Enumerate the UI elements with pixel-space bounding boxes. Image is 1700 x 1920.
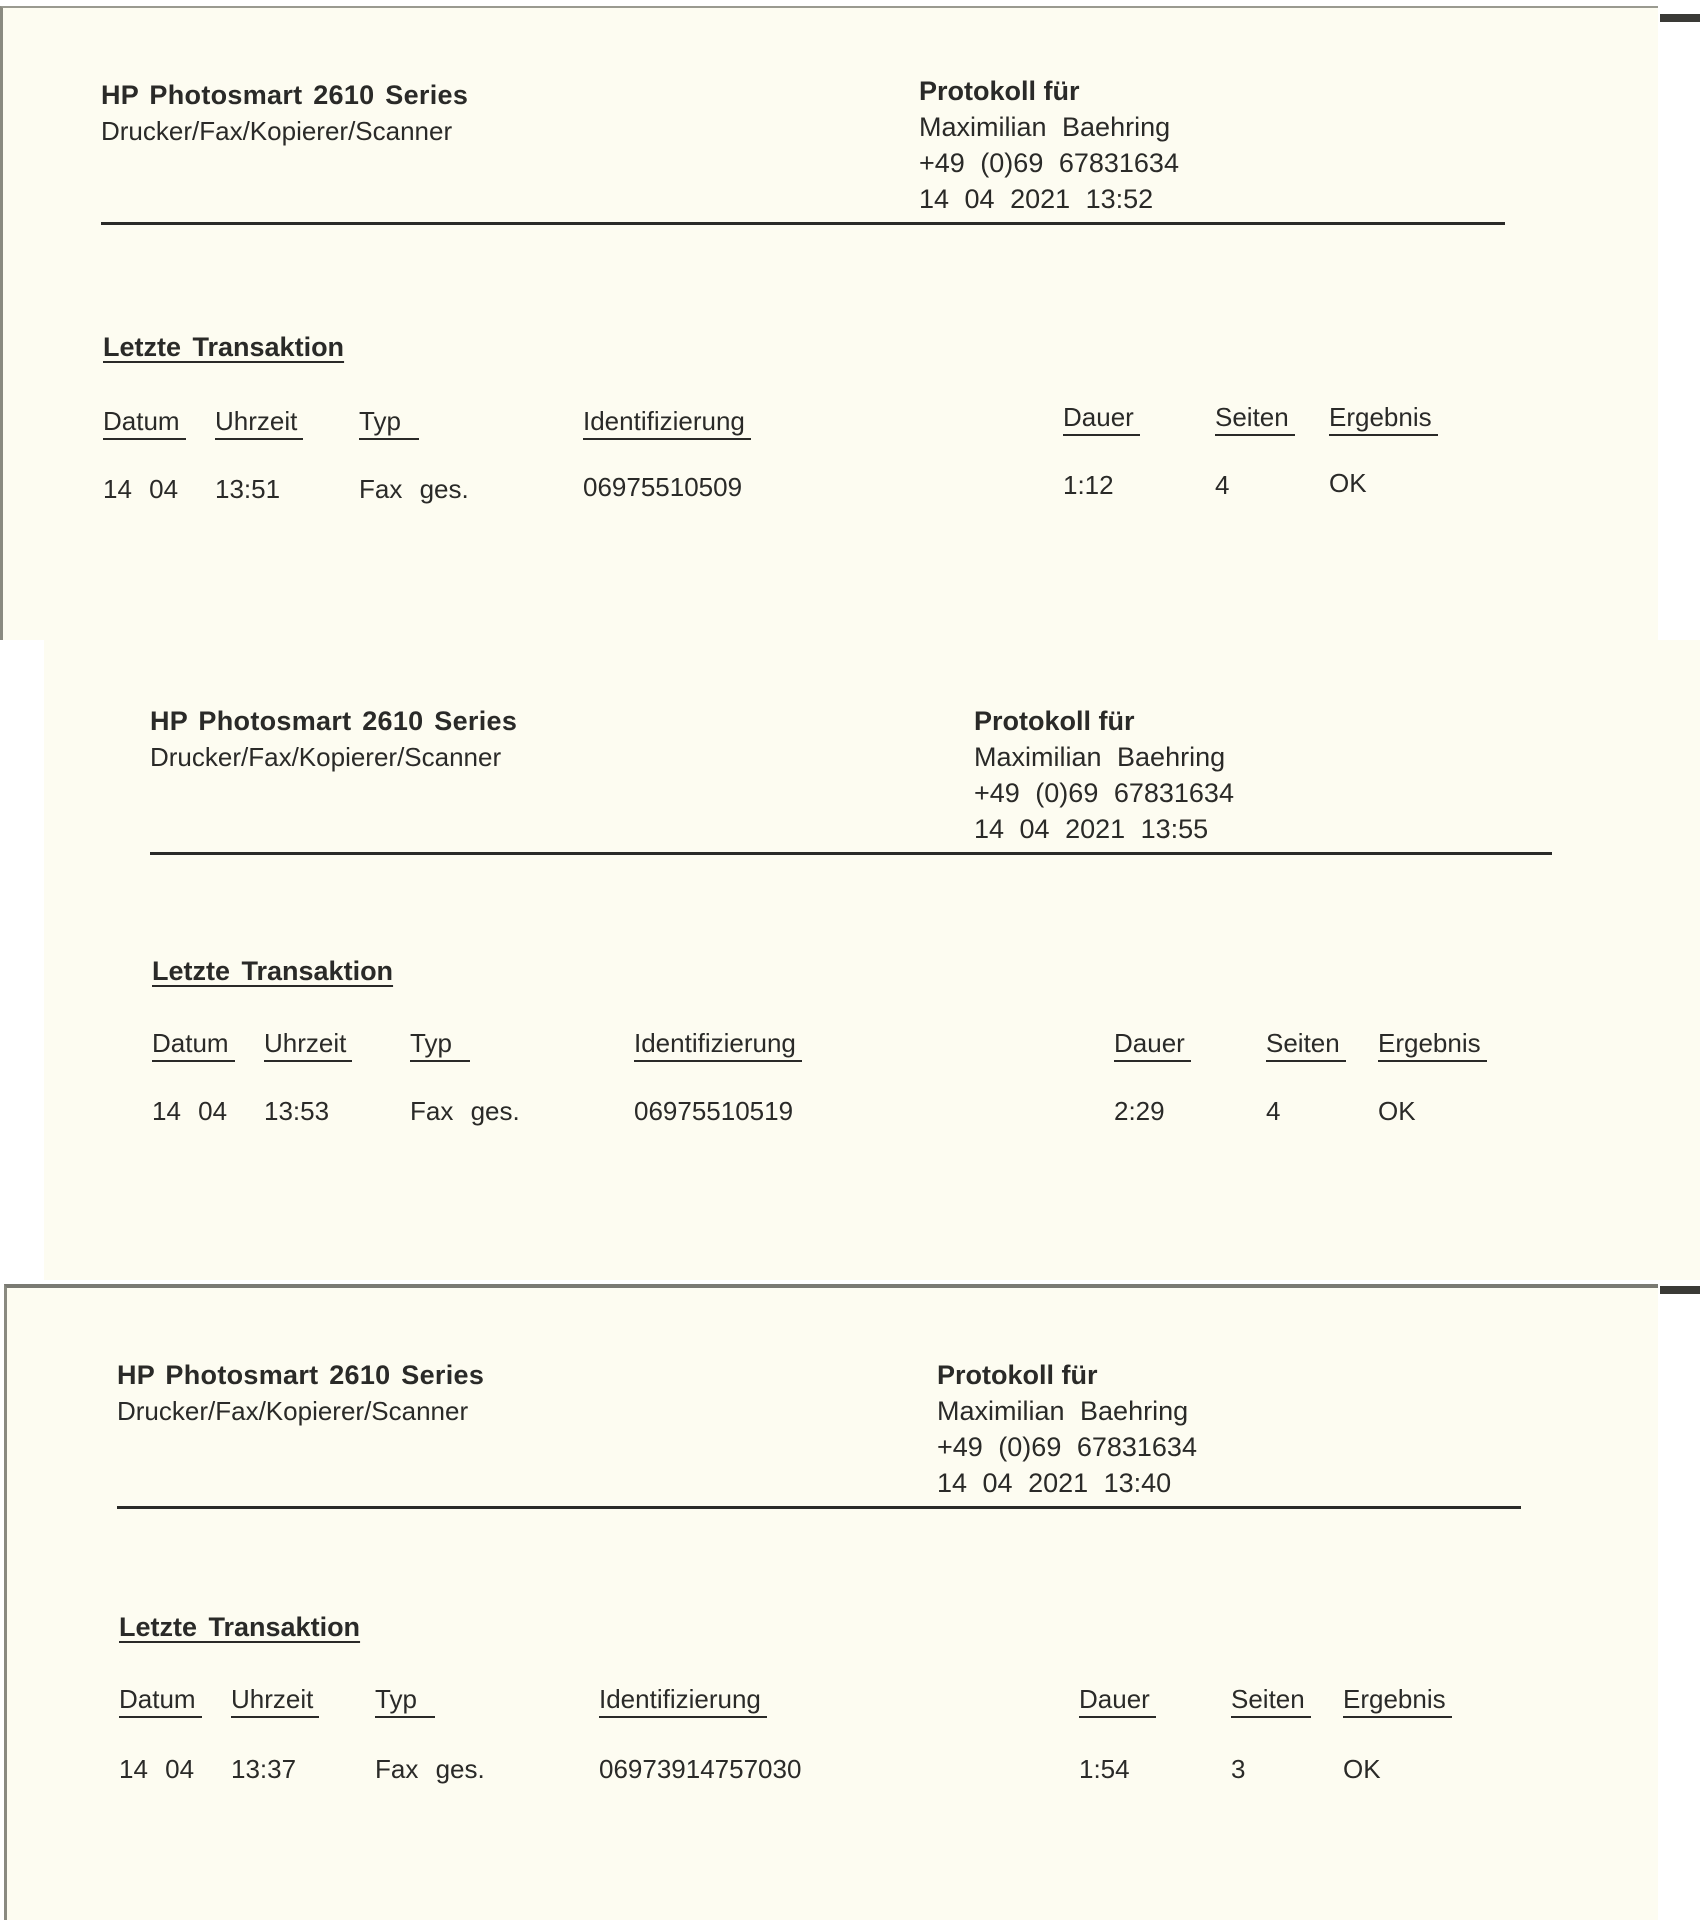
cell-ergebnis: OK — [1378, 1096, 1416, 1126]
column-header-datum: Datum — [152, 1028, 235, 1062]
column-header-datum: Datum — [119, 1684, 202, 1718]
cell-seiten: 3 — [1231, 1754, 1246, 1784]
protocol-name: Maximilian Baehring — [937, 1396, 1189, 1426]
scan-edge-mark — [1660, 14, 1700, 22]
device-description: Drucker/Fax/Kopierer/Scanner — [101, 116, 453, 146]
protocol-phone: +49 (0)69 67831634 — [919, 148, 1179, 178]
cell-ergebnis: OK — [1343, 1754, 1381, 1784]
cell-identifizierung: 06973914757030 — [599, 1754, 802, 1784]
cell-datum: 14 04 — [152, 1096, 228, 1126]
column-header-identifizierung: Identifizierung — [583, 406, 751, 440]
cell-ergebnis: OK — [1329, 468, 1367, 498]
cell-uhrzeit: 13:37 — [231, 1754, 297, 1784]
column-header-seiten: Seiten — [1231, 1684, 1311, 1718]
protocol-datetime: 14 04 2021 13:52 — [919, 184, 1154, 214]
column-header-uhrzeit: Uhrzeit — [264, 1028, 352, 1062]
header-rule — [117, 1506, 1521, 1509]
column-header-ergebnis: Ergebnis — [1378, 1028, 1487, 1062]
protocol-datetime: 14 04 2021 13:40 — [937, 1468, 1172, 1498]
column-header-identifizierung: Identifizierung — [634, 1028, 802, 1062]
protocol-phone: +49 (0)69 67831634 — [974, 778, 1234, 808]
cell-typ: Fax ges. — [359, 474, 469, 504]
cell-datum: 14 04 — [119, 1754, 195, 1784]
fax-report-sheet-1 — [0, 6, 1658, 640]
column-header-ergebnis: Ergebnis — [1343, 1684, 1452, 1718]
protocol-name: Maximilian Baehring — [919, 112, 1171, 142]
column-header-seiten: Seiten — [1266, 1028, 1346, 1062]
protocol-title: Protokoll für — [937, 1360, 1098, 1390]
column-header-dauer: Dauer — [1063, 402, 1140, 436]
device-description: Drucker/Fax/Kopierer/Scanner — [150, 742, 502, 772]
fax-report-sheet-3 — [4, 1284, 1658, 1920]
cell-dauer: 1:54 — [1079, 1754, 1130, 1784]
cell-dauer: 1:12 — [1063, 470, 1114, 500]
cell-datum: 14 04 — [103, 474, 179, 504]
column-header-dauer: Dauer — [1114, 1028, 1191, 1062]
column-header-identifizierung: Identifizierung — [599, 1684, 767, 1718]
cell-typ: Fax ges. — [375, 1754, 485, 1784]
device-model: HP Photosmart 2610 Series — [150, 706, 518, 736]
cell-seiten: 4 — [1266, 1096, 1281, 1126]
column-header-typ: Typ — [375, 1684, 435, 1718]
scan-edge-mark — [1660, 1286, 1700, 1294]
column-header-typ: Typ — [359, 406, 419, 440]
section-title: Letzte Transaktion — [103, 332, 345, 362]
cell-uhrzeit: 13:53 — [264, 1096, 330, 1126]
protocol-title: Protokoll für — [974, 706, 1135, 736]
device-model: HP Photosmart 2610 Series — [101, 80, 469, 110]
header-rule — [101, 222, 1505, 225]
protocol-phone: +49 (0)69 67831634 — [937, 1432, 1197, 1462]
header-rule — [150, 852, 1552, 855]
cell-identifizierung: 06975510509 — [583, 472, 743, 502]
column-header-dauer: Dauer — [1079, 1684, 1156, 1718]
fax-report-sheet-2 — [44, 640, 1700, 1280]
cell-typ: Fax ges. — [410, 1096, 520, 1126]
device-model: HP Photosmart 2610 Series — [117, 1360, 485, 1390]
protocol-title: Protokoll für — [919, 76, 1080, 106]
device-description: Drucker/Fax/Kopierer/Scanner — [117, 1396, 469, 1426]
column-header-ergebnis: Ergebnis — [1329, 402, 1438, 436]
cell-seiten: 4 — [1215, 470, 1230, 500]
section-title: Letzte Transaktion — [119, 1612, 361, 1642]
column-header-typ: Typ — [410, 1028, 470, 1062]
protocol-name: Maximilian Baehring — [974, 742, 1226, 772]
column-header-uhrzeit: Uhrzeit — [231, 1684, 319, 1718]
column-header-datum: Datum — [103, 406, 186, 440]
cell-dauer: 2:29 — [1114, 1096, 1165, 1126]
protocol-datetime: 14 04 2021 13:55 — [974, 814, 1209, 844]
cell-uhrzeit: 13:51 — [215, 474, 281, 504]
cell-identifizierung: 06975510519 — [634, 1096, 794, 1126]
column-header-uhrzeit: Uhrzeit — [215, 406, 303, 440]
section-title: Letzte Transaktion — [152, 956, 394, 986]
column-header-seiten: Seiten — [1215, 402, 1295, 436]
